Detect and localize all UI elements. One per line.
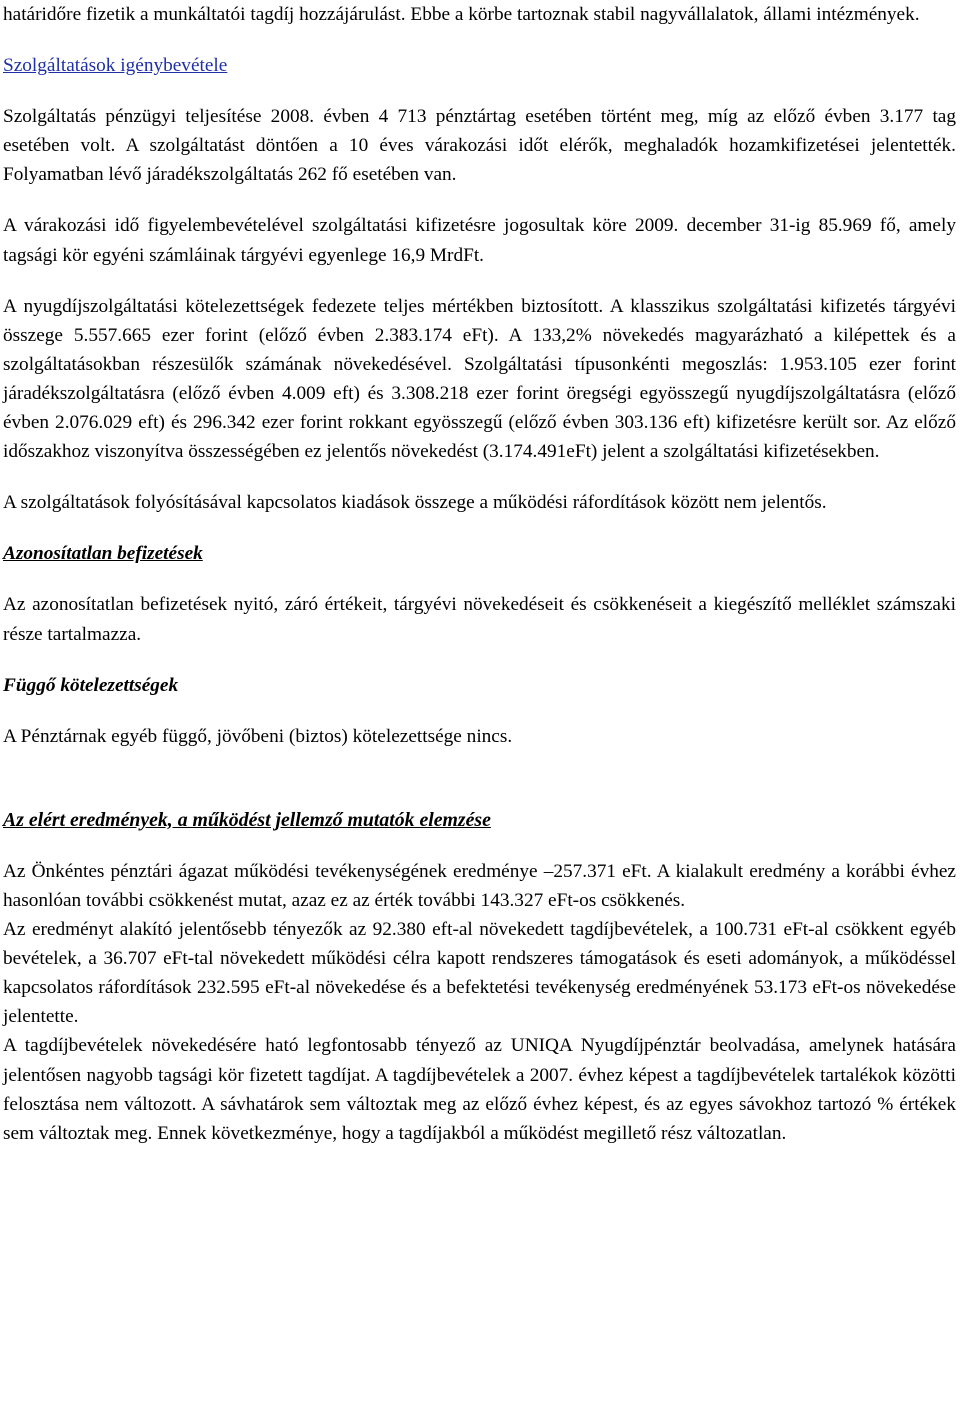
heading-unidentified-payments: Azonosítatlan befizetések xyxy=(3,543,203,565)
paragraph-result-factors: Az eredményt alakító jelentősebb tényezők az 92.380 eft-al növekedett tagdíjbevételek, a 100.731 eFt-al csökkent egyéb bevételek, a 36.707 eFt-tal növekedett működési célra kapott rendszeres támogatások és eseti adományok, a működéssel kapcsolatos ráfordítások 232.595 eFt-al növekedése és a befektetési tevékenység eredményének 53.173 eFt-os növekedése jelentette. xyxy=(3,919,956,1028)
heading-services-usage-link[interactable]: Szolgáltatások igénybevétele xyxy=(3,55,228,77)
heading-services-usage[interactable] xyxy=(3,51,956,80)
paragraph-membership-fees: A tagdíjbevételek növekedésére ható legfontosabb tényező az UNIQA Nyugdíjpénztár beolvadása, amelynek hatására jelentősen nagyobb tagsági kör fizetett tagdíjat. A tagdíjbevételek a 2007. évhez képest a tagdíjbevételek tartalékok közötti felosztása nem változott. A sávhatárok sem változtak meg az előző évhez képest, és az egyes sávokhoz tartozó % értékek sem változtak meg. Ennek következménye, hogy a tagdíjakból a működést megillető rész változatlan. xyxy=(3,1035,956,1144)
paragraph-eligible-members: A várakozási idő figyelembevételével szolgáltatási kifizetésre jogosultak köre 2009. december 31-ig 85.969 fő, amely tagsági kör egyéni számláinak tárgyévi egyenlege 16,9 MrdFt. xyxy=(3,215,956,266)
paragraph-contingent-liabilities: A Pénztárnak egyéb függő, jövőbeni (biztos) kötelezettsége nincs. xyxy=(3,725,513,747)
paragraph-employer-contribution: határidőre fizetik a munkáltatói tagdíj hozzájárulást. Ebbe a körbe tartoznak stabil nagyvállalatok, állami intézmények. xyxy=(3,4,920,25)
heading-contingent-liabilities: Függő kötelezettségek xyxy=(3,674,179,696)
paragraph-service-expenses: A szolgáltatások folyósításával kapcsolatos kiadások összege a működési ráfordítások között nem jelentős. xyxy=(3,492,827,514)
document-page xyxy=(3,0,956,1148)
paragraph-operating-result: Az Önkéntes pénztári ágazat működési tevékenységének eredménye –257.371 eFt. A kialakult eredmény a korábbi évhez hasonlóan további csökkenést mutat, azaz ez az érték további 143.327 eFt-os csökkenés. xyxy=(3,860,956,911)
paragraph-pension-obligations: A nyugdíjszolgáltatási kötelezettségek fedezete teljes mértékben biztosított. A klasszikus szolgáltatási kifizetés tárgyévi összege 5.557.665 ezer forint (előző évben 2.383.174 eFt). A 133,2% növekedés magyarázható a kilépettek és a szolgáltatásokban részesülők számának növekedésével. Szolgáltatási típusonkénti megoszlás: 1.953.105 ezer forint járadékszolgáltatásra (előző évben 4.009 eft) és 3.308.218 ezer forint öregségi egyösszegű nyugdíjszolgáltatásra (előző évben 2.076.029 eft) és 296.342 ezer forint rokkant egyösszegű (előző évben 303.136 eft) kifizetésre került sor. Az előző időszakhoz viszonyítva összességében ez jelentős növekedést (3.174.491eFt) jelent a szolgáltatási kifizetésekben. xyxy=(3,295,956,463)
heading-results-analysis: Az elért eredmények, a működést jellemző mutatók elemzése xyxy=(3,808,491,831)
paragraph-service-payments: Szolgáltatás pénzügyi teljesítése 2008. évben 4 713 pénztártag esetében történt meg, míg az előző évben 3.177 tag esetében volt. A szolgáltatást döntően a 10 éves várakozási időt elérők, meghaladók hozamkifizetései jelentették. Folyamatban lévő járadékszolgáltatás 262 fő esetében van. xyxy=(3,106,956,186)
paragraph-unidentified-payments: Az azonosítatlan befizetések nyitó, záró értékeit, tárgyévi növekedéseit és csökkenéseit a kiegészítő melléklet számszaki része tartalmazza. xyxy=(3,594,956,645)
